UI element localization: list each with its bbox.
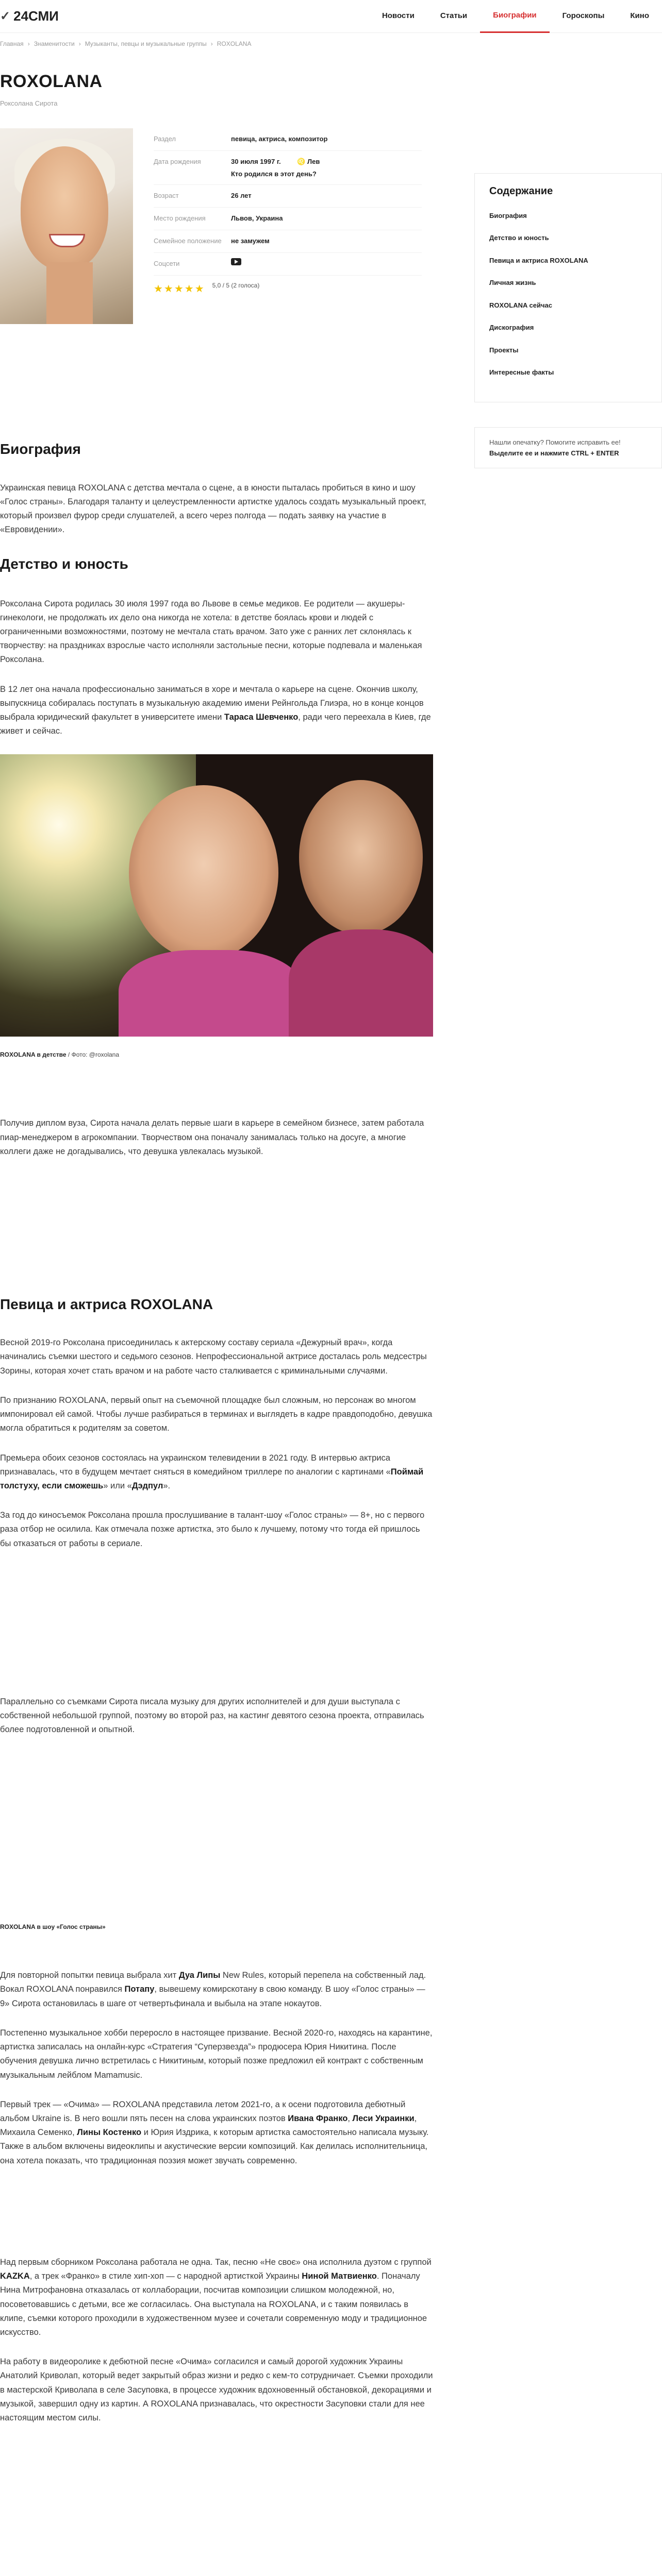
fact-value: певица, актриса, композитор <box>231 135 328 143</box>
fact-label: Семейное положение <box>154 237 222 245</box>
typo-line-1: Нашли опечатку? Помогите исправить ее! <box>489 438 621 446</box>
link-nina-matvienko[interactable]: Ниной Матвиенко <box>302 2272 377 2281</box>
fact-rating <box>154 276 422 303</box>
photo-face <box>21 146 108 270</box>
paragraph: За год до киносъемок Роксолана прошла прослушивание в талант-шоу «Голос страны» — 8+, но с первого раза отбор не осилила. Как отмечала позже артистка, это было к лучшему, потому что тогда ей пришлось бы отказаться от работы в сериале. <box>0 1511 425 1548</box>
toc-item[interactable]: Личная жизнь <box>489 279 536 287</box>
photo-child-face <box>129 785 278 960</box>
breadcrumb-separator: › <box>27 40 30 47</box>
rating-stars[interactable]: ★★★★★ <box>154 283 205 295</box>
main-nav <box>369 0 662 33</box>
logo-text: 24СМИ <box>13 8 59 24</box>
breadcrumb <box>0 33 662 49</box>
fact-label: Место рождения <box>154 214 206 223</box>
top-bar <box>0 0 662 33</box>
fact-value[interactable]: Львов, Украина <box>231 214 283 223</box>
link-lesya-ukrainka[interactable]: Леси Украинки <box>352 2114 415 2124</box>
fact-value: 26 лет <box>231 192 252 200</box>
profile-photo <box>0 128 133 324</box>
paragraph: Над первым сборником Роксолана работала не одна. Так, песню «Не своє» она исполнила дуэтом с группой KAZKA, а трек «Франко» в стиле хип-хоп — с народной артисткой Украины Ниной Матвиенко. Поначалу Нина Митрофановна отказалась от коллаборации, посчитав композиции слишком молодежной, но, посоветовавшись с детьми, все же согласилась. Она выступала на ROXOLANA, и с таким появилась в клипе, съемки которого проходили в художественном музее и сочетали современную моду и традиционное искусство. <box>0 2257 432 2337</box>
breadcrumb-separator: › <box>78 40 81 47</box>
paragraph: По признанию ROXOLANA, первый опыт на съемочной площадке был сложным, но персонаж во многом импонировал ей самой. Чтобы лучше разбираться в терминах и выглядеть в кадре правдоподобно, девушка могла обратиться к родителям за советом. <box>0 1395 433 1433</box>
toc-item[interactable]: ROXOLANA сейчас <box>489 301 552 309</box>
site-logo[interactable] <box>0 5 59 27</box>
link-lina-kostenko[interactable]: Лины Костенко <box>77 2128 142 2138</box>
link-kazka[interactable]: KAZKA <box>0 2272 30 2281</box>
photo-caption: ROXOLANA в детстве / Фото: @roxolana <box>0 1050 120 1058</box>
nav-cinema[interactable]: Кино <box>630 11 649 21</box>
paragraph: Роксолана Сирота родилась 30 июля 1997 года во Львове в семье медиков. Ее родители — акушеры-гинекологи, не продолжать их дело она никогда не хотела: в детстве боялась крови и людей с ограниченными возможностями, поэтому не мечтала стать врачом. Зато уже с ранних лет склонялась к творчеству: на праздниках взрослые часто исполняли застольные песни, которые подпевала и маленькая Роксолана. <box>0 599 422 665</box>
paragraph: Первый трек — «Очима» — ROXOLANA представила летом 2021-го, а к осени подготовила дебютный альбом Ukraine is. В него вошли пять песен на слова украинских поэтов Ивана Франко, Леси Украинки, Михаила Семенко, Лины Костенко и Юрия Издрика, к которым артистка самостоятельно написала музыку. Также в альбом включены видеоклипы и акустические версии композиций. Как делилась исполнительница, она хотела показать, что традиционная поэзия может звучать современно. <box>0 2099 429 2165</box>
zodiac-icon: ♌ <box>297 158 306 166</box>
nav-news[interactable]: Новости <box>382 11 415 21</box>
fact-socials <box>154 253 422 276</box>
childhood-photo <box>0 754 433 1037</box>
fact-value: не замужем <box>231 237 270 245</box>
breadcrumb-separator: › <box>210 40 213 47</box>
fact-birth <box>154 151 422 185</box>
zodiac-sign[interactable]: Лев <box>307 158 320 166</box>
toc-item[interactable]: Дискография <box>489 324 534 332</box>
toc-item[interactable]: Биография <box>489 212 527 219</box>
nav-biographies[interactable]: Биографии <box>480 0 550 33</box>
photo-clothing <box>119 950 304 1037</box>
fact-label: Возраст <box>154 192 179 200</box>
paragraph: Украинская певица ROXOLANA с детства мечтала о сцене, а в юности пыталась пробиться в кино и шоу «Голос страны». Благодаря таланту и целеустремленности артистке удалось создать музыкальный проект, который произвел фурор среди слушателей, а всего через полгода — подать заявку на участие в «Евровидении». <box>0 483 426 535</box>
link-potap[interactable]: Потапу <box>124 1985 155 1994</box>
facts-table <box>154 128 422 324</box>
sidebar <box>474 173 662 468</box>
photo-neck <box>46 262 93 324</box>
breadcrumb-home[interactable]: Главная <box>0 40 24 47</box>
toc-item[interactable]: Интересные факты <box>489 368 554 377</box>
breadcrumb-musicians[interactable]: Музыканты, певцы и музыкальные группы <box>85 40 207 47</box>
section-heading-career: Певица и актриса ROXOLANA <box>0 1296 213 1312</box>
link-taras-shevchenko[interactable]: Тараса Шевченко <box>224 713 299 722</box>
toc-item[interactable]: Певица и актриса ROXOLANA <box>489 256 588 264</box>
photo-clothing <box>289 929 433 1037</box>
fact-label: Соцсети <box>154 260 180 268</box>
toc-title: Содержание <box>489 185 553 197</box>
fact-label: Раздел <box>154 135 176 143</box>
nav-articles[interactable]: Статьи <box>440 11 468 21</box>
page-title: ROXOLANA <box>0 71 103 91</box>
link-film-2[interactable]: Дэдпул <box>131 1481 163 1490</box>
paragraph: В 12 лет она начала профессионально заниматься в хоре и мечтала о карьере на сцене. Окончив школу, выпускница собиралась поступать в музыкальную академию имени Рейнгольда Глиэра, но в конце концов выбрала юридический факультет в университете имени Тараса Шевченко, ради чего переехала в Киев, где живет и сейчас. <box>0 684 431 736</box>
link-dua-lipa[interactable]: Дуа Липы <box>178 1971 221 1980</box>
fact-family <box>154 230 422 253</box>
embed-placeholder <box>0 1566 433 1695</box>
logo-icon: ✓ <box>0 9 11 23</box>
paragraph: Постепенно музыкальное хобби переросло в настоящее призвание. Весной 2020-го, находясь на карантине, артистка записалась на онлайн-курс «Стратегия “Суперзвезда”» продюсера Юрия Никитина. После обучения девушка лично встретилась с Никитиным, который позже предложил ей контракт с собственным музыкальным лейблом Mamamusic. <box>0 2028 433 2080</box>
section-heading-childhood: Детство и юность <box>0 556 128 572</box>
nav-horoscopes[interactable]: Гороскопы <box>562 11 605 21</box>
breadcrumb-celebrities[interactable]: Знаменитости <box>34 40 75 47</box>
video-placeholder <box>0 1752 433 1922</box>
paragraph: На работу в видеоролике к дебютной песне «Очима» согласился и самый дорогой художник Украины Анатолий Криволап, который ведет закрытый образ жизни и редко с кем-то сотрудничает. Съемки проходили в мастерской Криволапа в селе Засуповка, в процессе художник вдохновенный обстановкой, декорациями и музыкой, завершил одну из картин. А ROXOLANA признавалась, что окрестности Засуповки стали для нее настоящим местом силы. <box>0 2357 433 2423</box>
page-subtitle: Роксолана Сирота <box>0 99 58 107</box>
youtube-icon[interactable] <box>231 258 241 265</box>
paragraph: Весной 2019-го Роксолана присоединилась к актерскому составу сериала «Дежурный врач», когда начинались съемки шестого и седьмого сезонов. Непрофессиональной актрисе досталась роль медсестры Зорины, которая хочет стать врачом и на работе часто сталкивается с криминальными случаями. <box>0 1338 427 1376</box>
paragraph: Премьера обоих сезонов состоялась на украинском телевидении в 2021 году. В интервью актриса признавалась, что в будущем мечтает сняться в комедийном триллере по аналогии с картинами «Поймай толстуху, если сможешь» или «Дэдпул». <box>0 1453 424 1490</box>
born-this-day-link[interactable]: Кто родился в этот день? <box>231 170 317 178</box>
birth-date: 30 июля 1997 г. <box>231 158 281 166</box>
paragraph: Получив диплом вуза, Сирота начала делать первые шаги в карьере в семейном бизнесе, затем работала пиар-менеджером в агрокомпании. Творчеством она поначалу занималась только на досуге, а многие коллеги даже не догадывались, что девушка увлекалась музыкой. <box>0 1118 424 1156</box>
paragraph: Параллельно со съемками Сирота писала музыку для других исполнителей и для души выступала с собственной небольшой группой, поэтому во второй раз, на кастинг девятого сезона проекта, отправилась более подготовленной и опытной. <box>0 1697 424 1735</box>
paragraph: Для повторной попытки певица выбрала хит Дуа Липы New Rules, который перепела на собственный лад. Вокал ROXOLANA понравился Потапу, вывешему комирскотану в свою команду. В шоу «Голос страны» — 9» Сирота остановилась в шаге от четвертьфинала и выбыла на этапе нокаутов. <box>0 1971 426 2008</box>
section-heading-biography: Биография <box>0 441 81 457</box>
typo-line-2: Выделите ее и нажмите CTRL + ENTER <box>489 449 619 457</box>
fact-age <box>154 185 422 208</box>
toc-item[interactable]: Проекты <box>489 346 519 354</box>
rating-text: 5,0 / 5 (2 голоса) <box>212 282 260 290</box>
fact-birthplace <box>154 208 422 230</box>
video-caption: ROXOLANA в шоу «Голос страны» <box>0 1923 106 1931</box>
article <box>0 324 433 2425</box>
table-of-contents <box>474 173 662 402</box>
breadcrumb-current: ROXOLANA <box>217 40 252 47</box>
toc-item[interactable]: Детство и юность <box>489 234 549 242</box>
fact-value <box>231 156 320 179</box>
link-ivan-franko[interactable]: Ивана Франко <box>288 2114 348 2124</box>
photo-child-face <box>299 780 423 935</box>
fact-occupation <box>154 128 422 151</box>
typo-report-box <box>474 427 662 469</box>
link-film-1[interactable]: Поймай толстуху, если сможешь <box>0 1467 424 1490</box>
fact-label: Дата рождения <box>154 158 201 166</box>
